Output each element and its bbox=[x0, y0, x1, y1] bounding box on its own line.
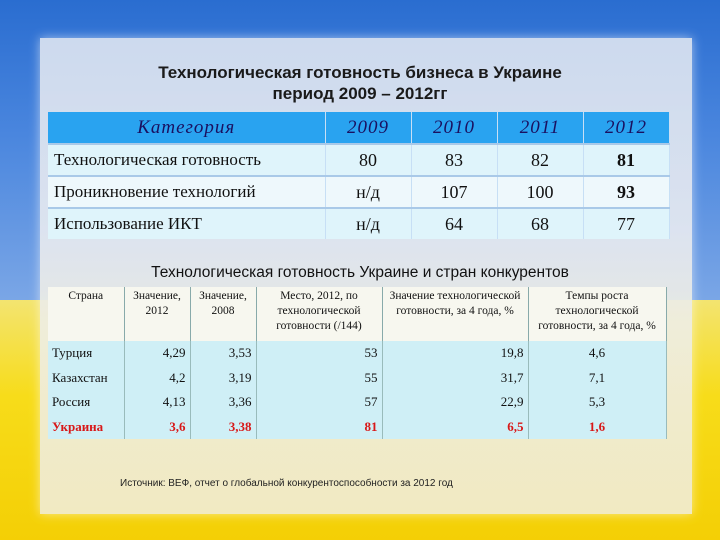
table-row bbox=[48, 208, 669, 239]
header-value-2008: Значение, 2008 bbox=[190, 287, 256, 341]
country-name: Турция bbox=[48, 341, 124, 366]
header-2009: 2009 bbox=[325, 112, 411, 144]
row-label: Технологическая готовность bbox=[48, 144, 325, 176]
cell: 93 bbox=[583, 176, 669, 208]
cell: 83 bbox=[411, 144, 497, 176]
competitors-table-header bbox=[48, 287, 666, 341]
row-label: Использование ИКТ bbox=[48, 208, 325, 239]
cell: 68 bbox=[497, 208, 583, 239]
cell: 4,2 bbox=[124, 366, 190, 391]
cell: 57 bbox=[256, 390, 382, 415]
cell: 4,6 bbox=[528, 341, 666, 366]
source-note: Источник: ВЕФ, отчет о глобальной конкурентоспособности за 2012 год bbox=[120, 478, 453, 489]
cell: 19,8 bbox=[382, 341, 528, 366]
cell: 100 bbox=[497, 176, 583, 208]
cell: 81 bbox=[256, 415, 382, 440]
header-category: Категория bbox=[48, 112, 325, 144]
cell: 3,38 bbox=[190, 415, 256, 440]
table-row bbox=[48, 341, 666, 366]
competitors-table bbox=[48, 287, 667, 439]
cell: 53 bbox=[256, 341, 382, 366]
cell: 1,6 bbox=[528, 415, 666, 440]
cell: н/д bbox=[325, 208, 411, 239]
table-row bbox=[48, 144, 669, 176]
slide-title-line2: период 2009 – 2012гг bbox=[272, 84, 448, 103]
cell: 55 bbox=[256, 366, 382, 391]
cell: 31,7 bbox=[382, 366, 528, 391]
header-2010: 2010 bbox=[411, 112, 497, 144]
cell: 81 bbox=[583, 144, 669, 176]
cell: 64 bbox=[411, 208, 497, 239]
table-row bbox=[48, 390, 666, 415]
country-name: Украина bbox=[48, 415, 124, 440]
cell: 3,19 bbox=[190, 366, 256, 391]
cell: 3,36 bbox=[190, 390, 256, 415]
slide-title bbox=[0, 62, 720, 104]
header-growth-4y: Темпы роста технологической готовности, за 4 года, % bbox=[528, 287, 666, 341]
row-label: Проникновение технологий bbox=[48, 176, 325, 208]
cell: 80 bbox=[325, 144, 411, 176]
cell: 7,1 bbox=[528, 366, 666, 391]
cell: 5,3 bbox=[528, 390, 666, 415]
cell: 4,13 bbox=[124, 390, 190, 415]
cell: 3,6 bbox=[124, 415, 190, 440]
table-row bbox=[48, 176, 669, 208]
header-rank-2012: Место, 2012, по технологической готовности (/144) bbox=[256, 287, 382, 341]
cell: 6,5 bbox=[382, 415, 528, 440]
cell: 77 bbox=[583, 208, 669, 239]
header-change-4y: Значение технологической готовности, за 4 года, % bbox=[382, 287, 528, 341]
table-row-ukraine bbox=[48, 415, 666, 440]
header-value-2012: Значение, 2012 bbox=[124, 287, 190, 341]
cell: 3,53 bbox=[190, 341, 256, 366]
slide-title-line1: Технологическая готовность бизнеса в Украине bbox=[158, 63, 562, 82]
section-subtitle: Технологическая готовность Украине и стран конкурентов bbox=[151, 264, 569, 281]
cell: 22,9 bbox=[382, 390, 528, 415]
country-name: Казахстан bbox=[48, 366, 124, 391]
header-2011: 2011 bbox=[497, 112, 583, 144]
cell: 82 bbox=[497, 144, 583, 176]
cell: 4,29 bbox=[124, 341, 190, 366]
cell: н/д bbox=[325, 176, 411, 208]
country-name: Россия bbox=[48, 390, 124, 415]
header-country: Страна bbox=[48, 287, 124, 341]
table-row bbox=[48, 366, 666, 391]
readiness-table bbox=[48, 112, 670, 239]
cell: 107 bbox=[411, 176, 497, 208]
readiness-table-header bbox=[48, 112, 669, 144]
header-2012: 2012 bbox=[583, 112, 669, 144]
